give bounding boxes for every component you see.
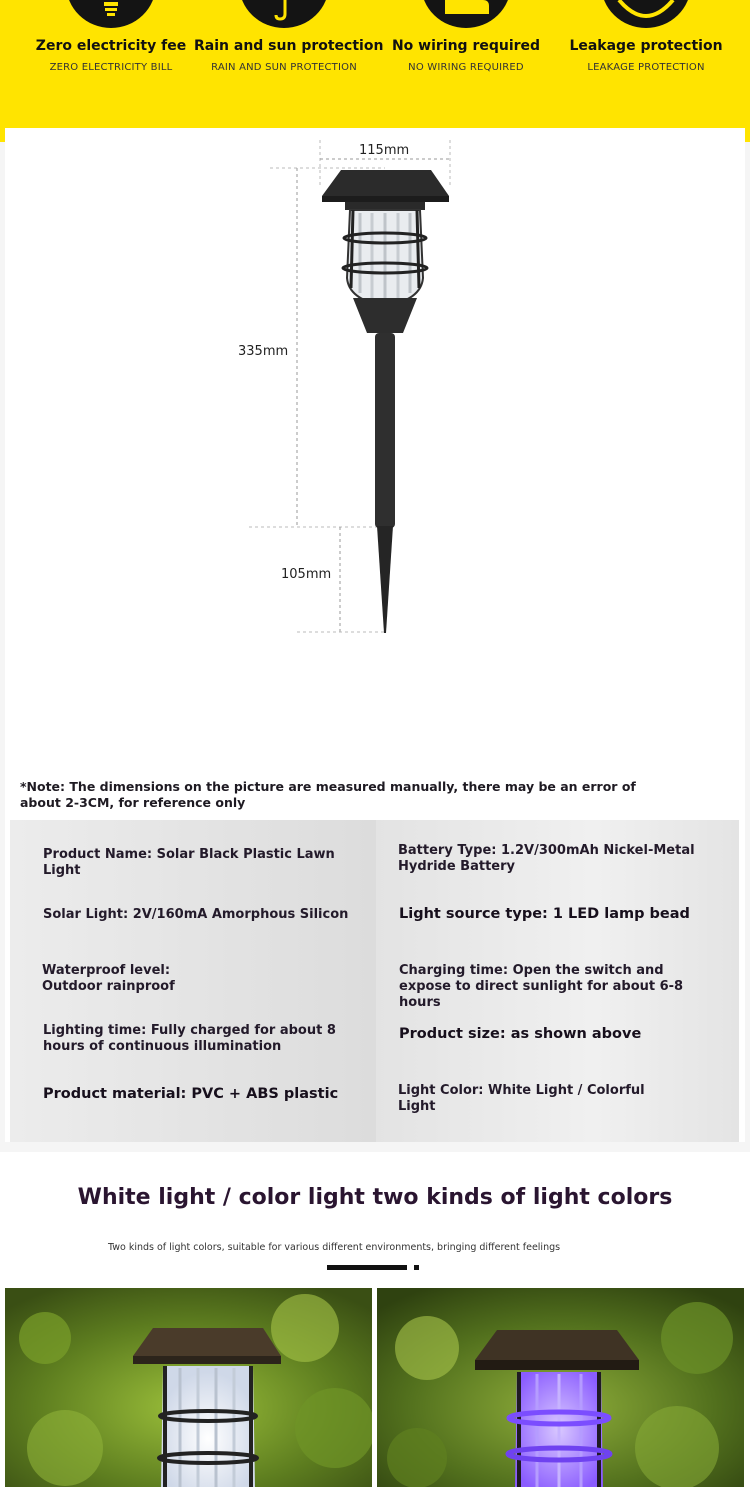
spec-charging-time: Charging time: Open the switch and expose to direct sunlight for about 6-8 hours	[399, 963, 684, 1010]
color-light-photo	[377, 1288, 744, 1487]
umbrella-icon	[239, 0, 329, 28]
feature-title: Rain and sun protection	[194, 38, 384, 54]
shield-icon	[601, 0, 691, 28]
spec-solar-light: Solar Light: 2V/160mA Amorphous Silicon	[43, 907, 349, 922]
spec-lighting-time: Lighting time: Fully charged for about 8 hours of continuous illumination	[43, 1023, 336, 1054]
spec-column-left	[10, 820, 376, 1142]
feature-subtitle: LEAKAGE PROTECTION	[587, 62, 705, 73]
feature-subtitle: ZERO ELECTRICITY BILL	[49, 62, 173, 73]
spec-table	[10, 820, 739, 1142]
dimension-note: *Note: The dimensions on the picture are measured manually, there may be an error of about 2-3CM, for reference only	[20, 779, 636, 810]
spec-light-color: Light Color: White Light / Colorful Light	[398, 1083, 645, 1114]
spec-product-name: Product Name: Solar Black Plastic Lawn Light	[43, 847, 335, 878]
section-subtitle: Two kinds of light colors, suitable for various different environments, bringing different feelings	[108, 1242, 561, 1253]
lightbulb-icon	[66, 0, 156, 28]
section-divider	[327, 1265, 407, 1270]
spec-waterproof: Waterproof level: Outdoor rainproof	[42, 963, 175, 994]
white-light-photo	[5, 1288, 372, 1487]
spec-light-source: Light source type: 1 LED lamp bead	[399, 906, 690, 922]
light-colors-section	[0, 1158, 750, 1487]
spec-product-size: Product size: as shown above	[399, 1026, 642, 1042]
features-band	[0, 0, 750, 142]
feature-subtitle: RAIN AND SUN PROTECTION	[211, 62, 357, 73]
feature-subtitle: NO WIRING REQUIRED	[408, 62, 524, 73]
spec-column-right	[376, 820, 739, 1142]
spec-battery: Battery Type: 1.2V/300mAh Nickel-Metal Hydride Battery	[398, 843, 695, 874]
dimension-width: 115mm	[359, 143, 410, 158]
spec-material: Product material: PVC + ABS plastic	[43, 1086, 339, 1102]
plug-icon	[421, 0, 511, 28]
feature-title: Leakage protection	[569, 38, 723, 54]
feature-title: No wiring required	[391, 38, 541, 54]
section-divider-dot	[414, 1265, 419, 1270]
feature-title: Zero electricity fee	[35, 38, 187, 54]
lamp-diagram	[5, 128, 745, 648]
dimension-height: 335mm	[238, 344, 289, 359]
section-title: White light / color light two kinds of light colors	[77, 1185, 673, 1210]
dimension-stake: 105mm	[281, 567, 332, 582]
